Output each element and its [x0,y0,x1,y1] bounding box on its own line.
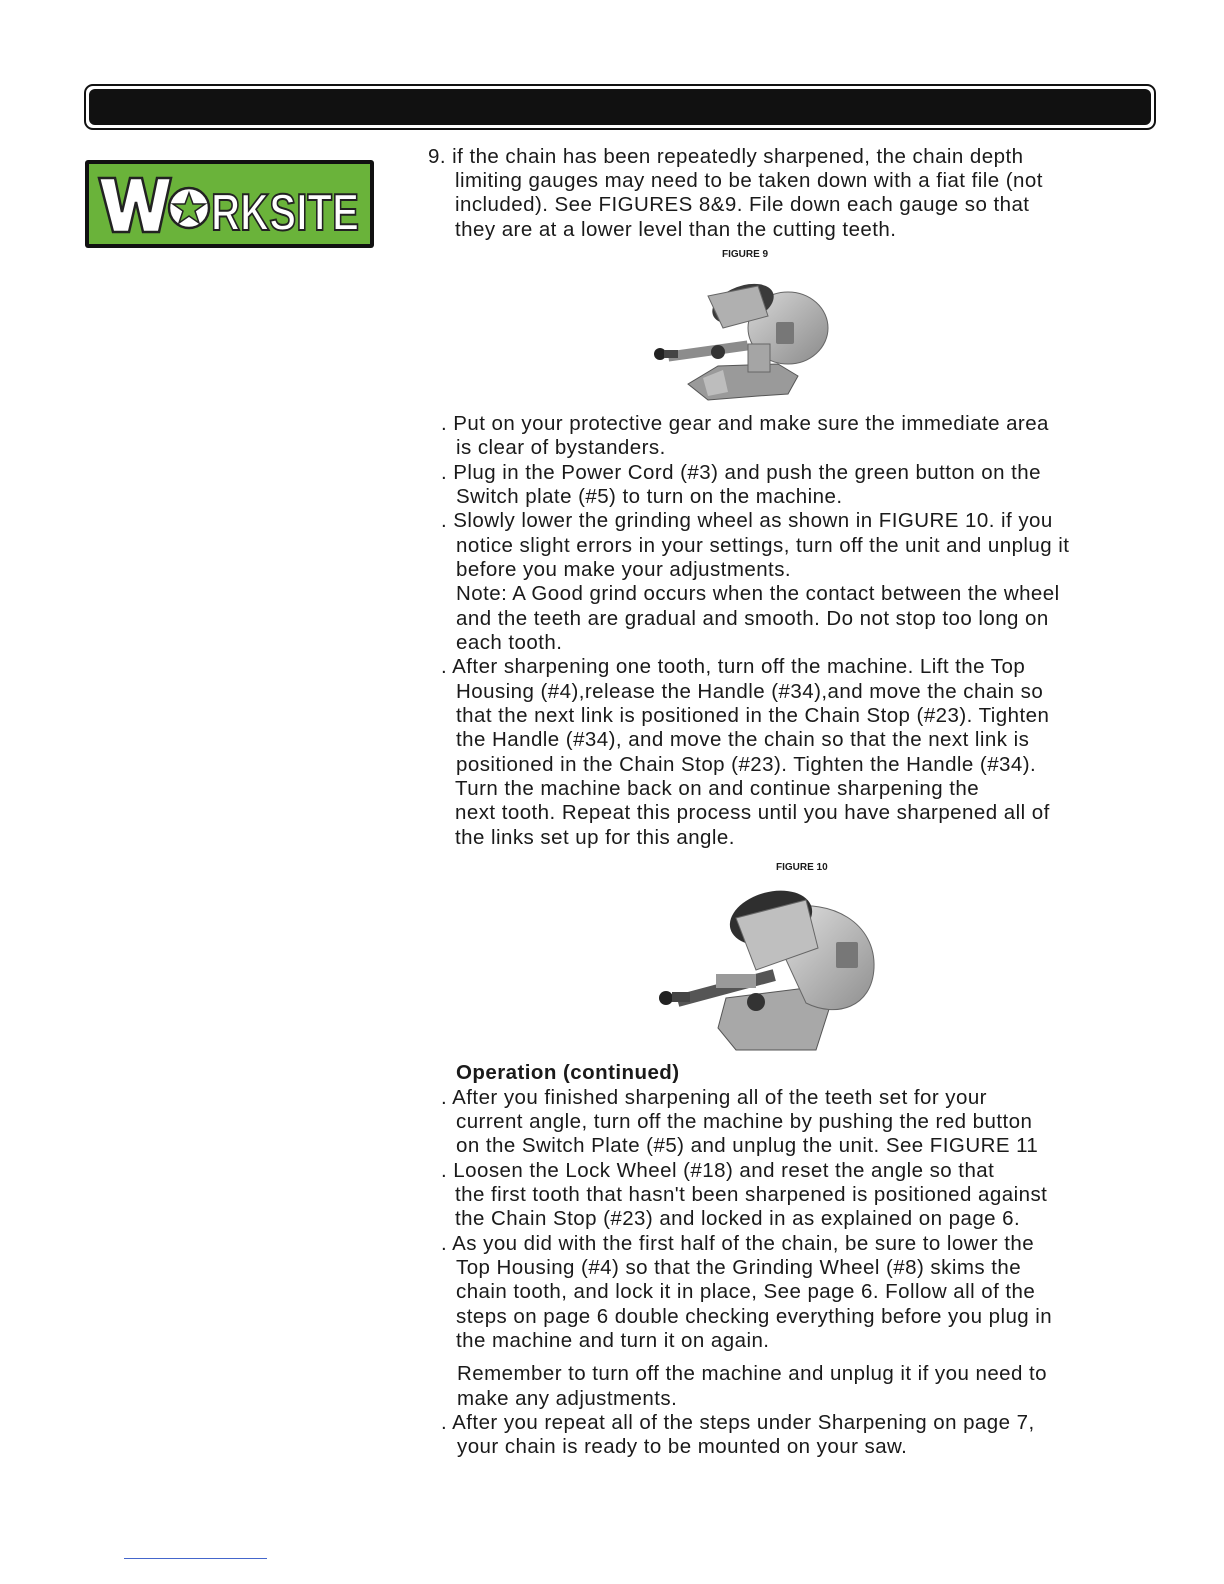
text-line: Top Housing (#4) so that the Grinding Wheel (#8) skims the [456,1256,1022,1279]
text-line: . Plug in the Power Cord (#3) and push the green button on the [441,461,1041,484]
text-line: . Loosen the Lock Wheel (#18) and reset the angle so that [441,1159,995,1182]
worksite-logo [85,160,374,248]
text-line: Housing (#4),release the Handle (#34),and move the chain so [456,680,1044,703]
footer-rule [124,1558,267,1559]
text-line: the machine and turn it on again. [456,1329,770,1352]
text-line: positioned in the Chain Stop (#23). Tighten the Handle (#34). [456,753,1037,776]
text-line: they are at a lower level than the cutting teeth. [455,218,897,241]
text-line: . After you finished sharpening all of the teeth set for your [441,1086,987,1109]
text-line: next tooth. Repeat this process until you have sharpened all of [455,801,1050,824]
text-line: . Put on your protective gear and make sure the immediate area [441,412,1049,435]
svg-text:RKSITE: RKSITE [210,184,359,242]
text-line: the Chain Stop (#23) and locked in as explained on page 6. [455,1207,1021,1230]
text-line: make any adjustments. [457,1387,678,1410]
text-line: the Handle (#34), and move the chain so that the next link is [456,728,1030,751]
text-line: is clear of bystanders. [456,436,666,459]
text-line: 9. if the chain has been repeatedly sharpened, the chain depth [428,145,1024,168]
text-line: the first tooth that hasn't been sharpened is positioned against [455,1183,1048,1206]
worksite-logo-wordmark [95,168,365,240]
text-line: on the Switch Plate (#5) and unplug the unit. See FIGURE 11 [456,1134,1039,1157]
text-line: the links set up for this angle. [455,826,735,849]
figure-9-image [648,266,832,402]
text-line: your chain is ready to be mounted on your saw. [457,1435,908,1458]
text-line: chain tooth, and lock it in place, See page 6. Follow all of the [456,1280,1036,1303]
text-line: Switch plate (#5) to turn on the machine. [456,485,843,508]
text-line: steps on page 6 double checking everything before you plug in [456,1305,1053,1328]
figure-10-caption: FIGURE 10 [776,862,828,873]
text-line: . After sharpening one tooth, turn off the machine. Lift the Top [441,655,1026,678]
text-line: . Slowly lower the grinding wheel as shown in FIGURE 10. if you [441,509,1053,532]
text-line: included). See FIGURES 8&9. File down each gauge so that [455,193,1030,216]
text-line: that the next link is positioned in the Chain Stop (#23). Tighten [456,704,1050,727]
text-line: Note: A Good grind occurs when the contact between the wheel [456,582,1060,605]
figure-10-image [656,878,878,1054]
text-line: . As you did with the first half of the chain, be sure to lower the [441,1232,1035,1255]
text-line: . After you repeat all of the steps under Sharpening on page 7, [441,1411,1035,1434]
text-line: current angle, turn off the machine by pushing the red button [456,1110,1033,1133]
text-line: and the teeth are gradual and smooth. Do not stop too long on [456,607,1049,630]
section-heading: Operation (continued) [456,1061,680,1084]
text-line: Remember to turn off the machine and unplug it if you need to [457,1362,1048,1385]
figure-9-caption: FIGURE 9 [722,249,769,260]
text-line: before you make your adjustments. [456,558,792,581]
header-bar [84,84,1156,130]
text-line: limiting gauges may need to be taken down with a fiat file (not [455,169,1043,192]
text-line: Turn the machine back on and continue sharpening the [455,777,980,800]
text-line: each tooth. [456,631,563,654]
text-line: notice slight errors in your settings, turn off the unit and unplug it [456,534,1070,557]
